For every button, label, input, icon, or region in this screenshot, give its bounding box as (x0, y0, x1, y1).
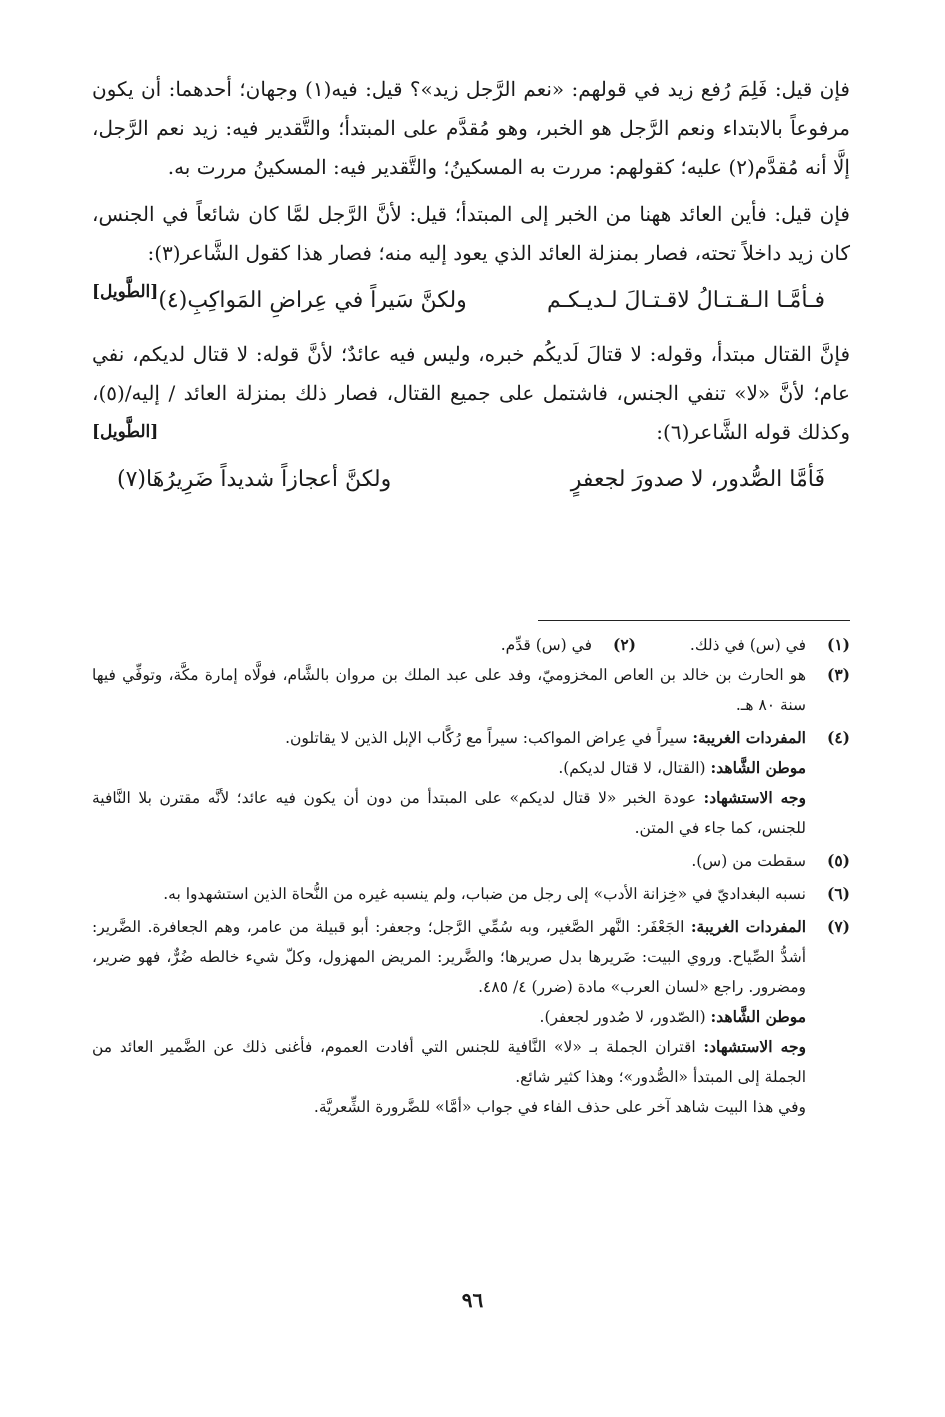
footnote-pair (92, 630, 850, 660)
footnote-line: سقطت من (س). (691, 852, 806, 870)
footnote-number: (٣) (826, 665, 850, 684)
footnote-line-text: الجَعْفَر: النَّهر الصَّغير، وبه سُمِّي الرَّجل؛ وجعفر: أبو قبيلة من عامر، وهم الجعافرة. الضَّرير: أشدُّ الصِّياح. وروي البيت: ضَريرها بدل صريرها؛ والضَّرير: المريض المهزول، وكلّ شيء خالطه ضُرٌّ، فهو ضرير، ومضرور. راجع «لسان العرب» مادة (ضرر) ٤/ ٤٨٥. (92, 918, 806, 996)
footnote-label: وجه الاستشهاد: (703, 1037, 807, 1056)
footnote-body (92, 846, 806, 876)
footnote-line (92, 1032, 806, 1092)
footnote-line (92, 912, 806, 1002)
footnote-body (92, 723, 806, 843)
footnote-number: (١) (826, 635, 850, 654)
paragraph-1 (92, 70, 850, 187)
footnote-line (92, 1002, 806, 1032)
footnote-number: (٤) (826, 728, 850, 747)
footnote-label: موطن الشَّاهد: (710, 758, 806, 777)
footnotes (92, 630, 850, 1125)
footnote-line-text: (الصّدور، لا صُدور لجعفر). (539, 1008, 711, 1026)
footnote-body (92, 660, 806, 720)
footnote-number: (٦) (826, 884, 850, 903)
footnote-text: في (س) قدِّم. (500, 636, 592, 654)
footnote-6 (92, 879, 850, 909)
verse-second-hemistich: ولكنَّ أعجازاً شديداً ضَرِيرُهَا(٧) (117, 467, 392, 492)
footnote-label: موطن الشَّاهد: (710, 1007, 806, 1026)
footnote-number: (٢) (612, 635, 636, 654)
footnote-4 (92, 723, 850, 843)
footnote-number: (٧) (826, 917, 850, 936)
main-text (92, 70, 850, 514)
footnote-label: المفردات الغريبة: (690, 917, 806, 936)
footnote-line (92, 783, 806, 843)
footnote-label: وجه الاستشهاد: (703, 788, 806, 807)
verse-first-hemistich: فَأمَّا الصُّدور، لا صدورَ لجعفرٍ (570, 467, 825, 492)
page-number: ٩٦ (461, 1288, 484, 1312)
footnote-line: هو الحارث بن خالد بن العاص المخزوميّ، وفد على عبد الملك بن مروان بالشَّام، فولَّاه إمارة مكَّة، وتوفِّي فيها سنة ٨٠ هـ. (92, 666, 806, 714)
paragraph-text: فإن قيل: فأين العائد ههنا من الخبر إلى المبتدأ؛ قيل: لأنَّ الرَّجل لمَّا كان شائعاً في الجنس، كان زيد داخلاً تحته، فصار بمنزلة العائد الذي يعود إليه منه؛ فصار هذا كقول الشَّاعر(٣): (92, 202, 850, 265)
footnote-line-text: (القتال، لا قتال لديكم). (558, 759, 711, 777)
verse-second-hemistich: ولكنَّ سَيراً في عِراضِ المَواكِبِ(٤) (158, 288, 467, 313)
footnote-label: المفردات الغريبة: (692, 728, 806, 747)
footnote-3 (92, 660, 850, 720)
footnote-line (92, 723, 806, 753)
verse-first-hemistich: فـأمَّـا الـقـتـالُ لاقـتـالَ لـديـكـم (547, 288, 825, 313)
footnote-line-text: سيراً في عِراض المواكب: سيراً مع رُكَّاب الإبل الذين لا يقاتلون. (285, 729, 693, 747)
footnote-line: نسبه البغداديّ في «خِزانة الأدب» إلى رجل من ضباب، ولم ينسبه غيره من النُّحاة الذين استشهدوا به. (163, 885, 806, 903)
meter-tag: [الطَّويل] (92, 422, 159, 442)
footnote-5 (92, 846, 850, 876)
meter-tag: [الطَّويل] (92, 282, 159, 302)
footnote-7 (92, 912, 850, 1122)
footnote-separator (538, 620, 850, 621)
footnote-text: في (س) في ذلك. (689, 636, 806, 654)
footnote-line: وفي هذا البيت شاهد آخر على حذف الفاء في جواب «أمَّا» للضَّرورة الشِّعريَّة. (313, 1098, 806, 1116)
paragraph-3 (92, 335, 850, 452)
footnote-number: (٥) (826, 851, 850, 870)
verse-2 (117, 460, 825, 500)
footnote-line (92, 753, 806, 783)
footnote-line-text: اقتران الجملة بـ «لا» النَّافية للجنس التي أفادت العموم، فأغنى ذلك عن الضَّمير العائد من الجملة إلى المبتدأ «الصُّدور»؛ وهذا كثير شائع. (92, 1038, 806, 1086)
footnote-body (92, 912, 806, 1122)
paragraph-text: فإن قيل: فَلِمَ رُفع زيد في قولهم: «نعم الرَّجل زيد»؟ قيل: فيه(١) وجهان؛ أحدهما: أن يكون مرفوعاً بالابتداء ونعم الرَّجل هو الخبر، وهو مُقدَّم على المبتدأ؛ والتَّقدير فيه: زيد نعم الرَّجل، إلَّا أنه مُقدَّم(٢) عليه؛ كقولهم: مررت به المسكينُ؛ والتَّقدير فيه: المسكينُ مررت به. (92, 77, 850, 179)
paragraph-text: فإنَّ القتال مبتدأ، وقوله: لا قتالَ لَديكُم خبره، وليس فيه عائدٌ؛ لأنَّ قوله: لا قتال لديكم، نفي عام؛ لأنَّ «لا» تنفي الجنس، فاشتمل على جميع القتال، فصار ذلك بمنزلة العائد / إليه/(٥)، وكذلك قوله الشَّاعر(٦): (92, 342, 850, 444)
footnote-line-text: عودة الخبر «لا قتال لديكم» على المبتدأ من دون أن يكون فيه عائد؛ لأنَّه مقترن بلا النَّافية للجنس، كما جاء في المتن. (92, 789, 806, 837)
verse-1 (158, 281, 825, 321)
footnote-body (92, 879, 806, 909)
